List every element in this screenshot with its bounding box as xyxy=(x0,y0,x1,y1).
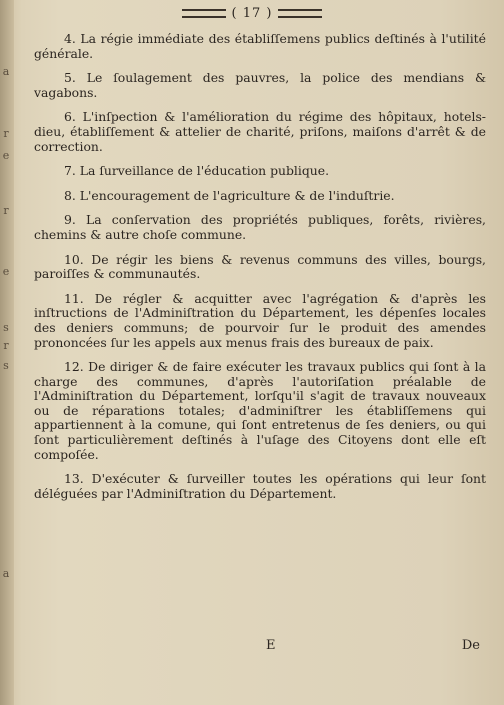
gutter-letter: a xyxy=(2,65,10,78)
catchword: De xyxy=(461,638,480,653)
article-item: 9. La conſervation des propriétés publiques, forêts, rivières, chemins & autre choſe commune. xyxy=(34,212,486,242)
page-footer xyxy=(34,638,486,658)
article-item: 13. D'exécuter & ſurveiller toutes les opérations qui leur ſont déléguées par l'Adminiſtration du Département. xyxy=(34,471,486,501)
header-rule-right xyxy=(278,9,322,18)
gutter-letter: e xyxy=(2,149,10,162)
page-header xyxy=(0,6,504,21)
gutter-letter: e xyxy=(2,265,10,278)
gutter-letter: a xyxy=(2,567,10,580)
article-list xyxy=(34,32,486,511)
article-item: 6. L'inſpection & l'amélioration du régime des hôpitaux, hotels-dieu, établiſſement & attelier de charité, priſons, maiſons d'arrêt & de correction. xyxy=(34,109,486,154)
article-item: 10. De régir les biens & revenus communs des villes, bourgs, paroiſſes & communautés. xyxy=(34,251,486,282)
article-item: 11. De régler & acquitter avec l'agrégation & d'après les inſtructions de l'Adminiſtration du Département, les dépenſes locales des deniers communs; de pourvoir ſur le produit des amendes prononcées ſur les appels aux menus frais des bureaux de paix. xyxy=(34,290,486,350)
article-item: 8. L'encouragement de l'agriculture & de l'induſtrie. xyxy=(64,187,395,203)
header-rule-left xyxy=(182,9,226,18)
gutter-letter: r xyxy=(3,204,9,217)
binding-gutter xyxy=(0,0,14,705)
article-item: 5. Le ſoulagement des pauvres, la police des mendians & vagabons. xyxy=(34,70,486,100)
gutter-letter: r xyxy=(3,127,9,140)
gutter-letter: r xyxy=(3,339,9,352)
gutter-letter: s xyxy=(3,359,9,372)
signature-mark: E xyxy=(266,638,276,653)
page-number: ( 17 ) xyxy=(231,6,273,21)
gutter-letter: s xyxy=(3,321,9,334)
article-item: 4. La régie immédiate des établiſſemens publics deſtinés à l'utilité générale. xyxy=(34,31,486,61)
article-item: 12. De diriger & de faire exécuter les travaux publics qui ſont à la charge des communes, d'après l'autoriſation préalable de l'Adminiſtration du Département, lorſqu'il s'agit de travaux nouveaux ou de réparations totales; d'adminiſtrer les établiſſemens qui appartiennent à la comune, qui ſont entretenus de ſes deniers, ou qui ſont particulièrement deſtinés à l'uſage des Citoyens dont elle eſt compoſée. xyxy=(34,359,486,462)
article-item: 7. La ſurveillance de l'éducation publique. xyxy=(64,163,330,179)
